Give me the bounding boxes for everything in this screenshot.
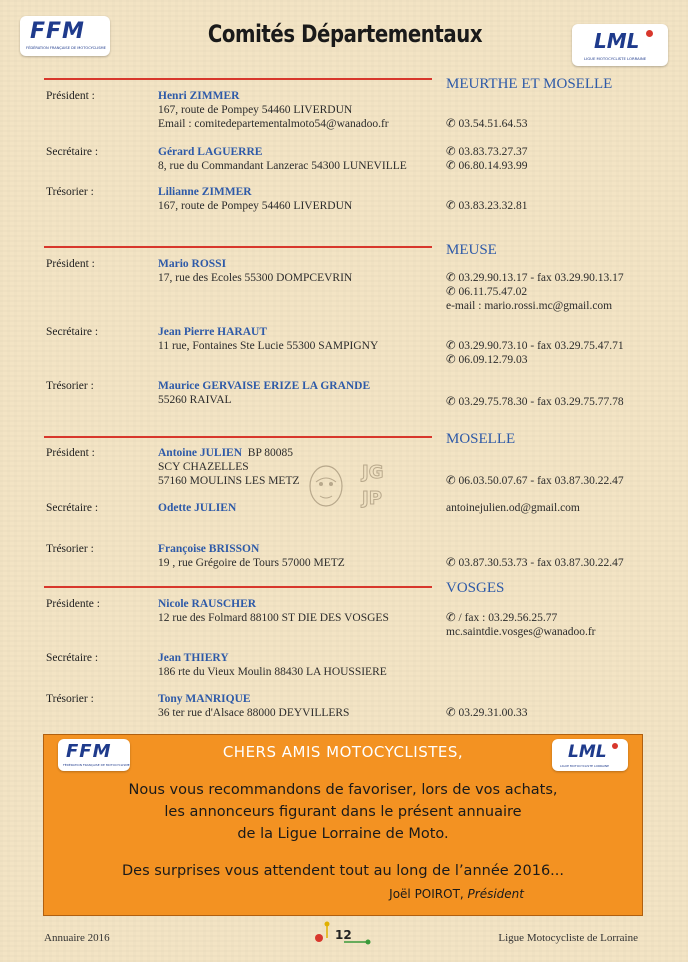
banner-line: Des surprises vous attendent tout au long de l’année 2016... [121, 863, 565, 879]
role-label: Secrétaire : [46, 146, 99, 158]
member-address: 167, route de Pompey 54460 LIVERDUN [158, 104, 353, 116]
member-name: Françoise BRISSON [158, 543, 260, 555]
member-entry [158, 692, 349, 720]
footer-annuaire: Annuaire 2016 [44, 932, 110, 944]
member-contact [446, 199, 528, 213]
signature-name: Joël POIROT, [389, 887, 464, 901]
member-email: Email : comitedepartementalmoto54@wanadoo.fr [158, 118, 389, 130]
page-number: 12 [335, 928, 352, 942]
ffm-logo-text: FFM [30, 19, 85, 44]
lml-logo-text: LML [594, 29, 640, 53]
banner-signature [389, 887, 524, 901]
member-entry [158, 597, 389, 625]
phone-number: ✆ 03.87.30.53.73 - fax 03.87.30.22.47 [446, 557, 624, 569]
member-entry [158, 325, 378, 353]
watermark-text-bottom: JP [362, 488, 382, 509]
section-divider [44, 436, 432, 438]
member-entry [158, 379, 370, 407]
member-address: 55260 RAIVAL [158, 394, 232, 406]
watermark-stamp [304, 456, 392, 514]
member-address: 8, rue du Commandant Lanzerac 54300 LUNEVILLE [158, 160, 407, 172]
department-title: MEUSE [446, 242, 497, 258]
role-label: Trésorier : [46, 380, 94, 392]
member-contact [446, 501, 580, 515]
lml-logo-text: LML [568, 742, 607, 762]
banner-line: Nous vous recommandons de favoriser, lors de vos achats, [128, 782, 558, 798]
lml-logo-caption: LIGUE MOTOCYCLISTE LORRAINE [560, 764, 610, 768]
lml-logo [572, 24, 668, 66]
phone-number: ✆ 06.09.12.79.03 [446, 354, 528, 366]
phone-number: ✆ 03.54.51.64.53 [446, 118, 528, 130]
member-name: Henri ZIMMER [158, 90, 240, 102]
phone-number: ✆ 03.83.23.32.81 [446, 200, 528, 212]
department-title: MOSELLE [446, 431, 516, 447]
member-name: Tony MANRIQUE [158, 693, 251, 705]
department-title: MEURTHE ET MOSELLE [446, 76, 613, 92]
member-name: Jean Pierre HARAUT [158, 326, 268, 338]
member-entry [158, 185, 352, 213]
member-contact [446, 145, 528, 173]
phone-number: ✆ / fax : 03.29.56.25.77 [446, 612, 558, 624]
member-name: Nicole RAUSCHER [158, 598, 257, 610]
ffm-logo [20, 16, 110, 56]
role-label: Secrétaire : [46, 652, 99, 664]
member-address: 57160 MOULINS LES METZ [158, 475, 300, 487]
role-label: Secrétaire : [46, 502, 99, 514]
member-entry [158, 542, 345, 570]
role-label: Trésorier : [46, 186, 94, 198]
member-contact [446, 706, 528, 720]
phone-number: ✆ 03.83.73.27.37 [446, 146, 528, 158]
member-address: 186 rte du Vieux Moulin 88430 LA HOUSSIERE [158, 666, 387, 678]
member-contact [446, 611, 596, 639]
member-address: 167, route de Pompey 54460 LIVERDUN [158, 200, 353, 212]
member-name: Maurice GERVAISE ERIZE LA GRANDE [158, 380, 371, 392]
member-entry [158, 651, 387, 679]
member-contact [446, 117, 528, 131]
member-address: SCY CHAZELLES [158, 461, 249, 473]
member-entry [158, 257, 352, 285]
member-contact [446, 395, 624, 409]
phone-number: ✆ 03.29.90.13.17 - fax 03.29.90.13.17 [446, 272, 624, 284]
member-name: Odette JULIEN [158, 502, 237, 514]
signature-title: Président [467, 887, 524, 901]
member-address: 36 ter rue d'Alsace 88000 DEYVILLERS [158, 707, 350, 719]
role-label: Présidente : [46, 598, 100, 610]
ffm-logo-text: FFM [66, 741, 112, 762]
member-email: mc.saintdie.vosges@wanadoo.fr [446, 626, 596, 638]
role-label: Président : [46, 90, 95, 102]
lml-logo-dot [646, 30, 653, 37]
member-name: Jean THIERY [158, 652, 229, 664]
member-contact [446, 339, 624, 367]
member-name: Antoine JULIEN [158, 447, 243, 459]
banner-line: les annonceurs figurant dans le présent annuaire [164, 804, 522, 820]
member-email: e-mail : mario.rossi.mc@gmail.com [446, 300, 613, 312]
banner-heading: CHERS AMIS MOTOCYCLISTES, [222, 743, 464, 761]
member-entry [158, 446, 300, 488]
member-name: Lilianne ZIMMER [158, 186, 252, 198]
member-address: 11 rue, Fontaines Ste Lucie 55300 SAMPIGNY [158, 340, 379, 352]
footer-league: Ligue Motocycliste de Lorraine [498, 932, 638, 944]
member-entry [158, 89, 389, 131]
page-title: Comités Départementaux [207, 20, 483, 48]
advertiser-banner [43, 734, 643, 916]
role-label: Secrétaire : [46, 326, 99, 338]
member-name: Mario ROSSI [158, 258, 227, 270]
role-label: Président : [46, 258, 95, 270]
member-name: Gérard LAGUERRE [158, 146, 263, 158]
member-po-box: BP 80085 [247, 447, 294, 459]
ffm-logo-caption: FÉDÉRATION FRANÇAISE DE MOTOCYCLISME [63, 763, 130, 767]
ffm-logo-caption: FÉDÉRATION FRANÇAISE DE MOTOCYCLISME [26, 46, 106, 50]
banner-message [44, 779, 642, 845]
member-contact [446, 271, 624, 313]
phone-number: ✆ 06.80.14.93.99 [446, 160, 528, 172]
watermark-text-top: JG [362, 462, 384, 483]
section-divider [44, 78, 432, 80]
member-contact [446, 556, 624, 570]
member-contact [446, 474, 624, 488]
phone-number: ✆ 03.29.90.73.10 - fax 03.29.75.47.71 [446, 340, 624, 352]
role-label: Président : [46, 447, 95, 459]
role-label: Trésorier : [46, 543, 94, 555]
department-title: VOSGES [446, 580, 505, 596]
member-entry [158, 501, 236, 515]
phone-number: ✆ 06.03.50.07.67 - fax 03.87.30.22.47 [446, 475, 624, 487]
phone-number: ✆ 06.11.75.47.02 [446, 286, 528, 298]
member-email: antoinejulien.od@gmail.com [446, 502, 580, 514]
section-divider [44, 586, 432, 588]
role-label: Trésorier : [46, 693, 94, 705]
section-divider [44, 246, 432, 248]
member-address: 12 rue des Folmard 88100 ST DIE DES VOSGES [158, 612, 389, 624]
lml-logo-caption: LIGUE MOTOCYCLISTE LORRAINE [584, 56, 647, 61]
member-entry [158, 145, 407, 173]
phone-number: ✆ 03.29.75.78.30 - fax 03.29.75.77.78 [446, 396, 624, 408]
banner-line: de la Ligue Lorraine de Moto. [237, 826, 449, 842]
phone-number: ✆ 03.29.31.00.33 [446, 707, 528, 719]
member-address: 19 , rue Grégoire de Tours 57000 METZ [158, 557, 345, 569]
member-address: 17, rue des Ecoles 55300 DOMPCEVRIN [158, 272, 353, 284]
